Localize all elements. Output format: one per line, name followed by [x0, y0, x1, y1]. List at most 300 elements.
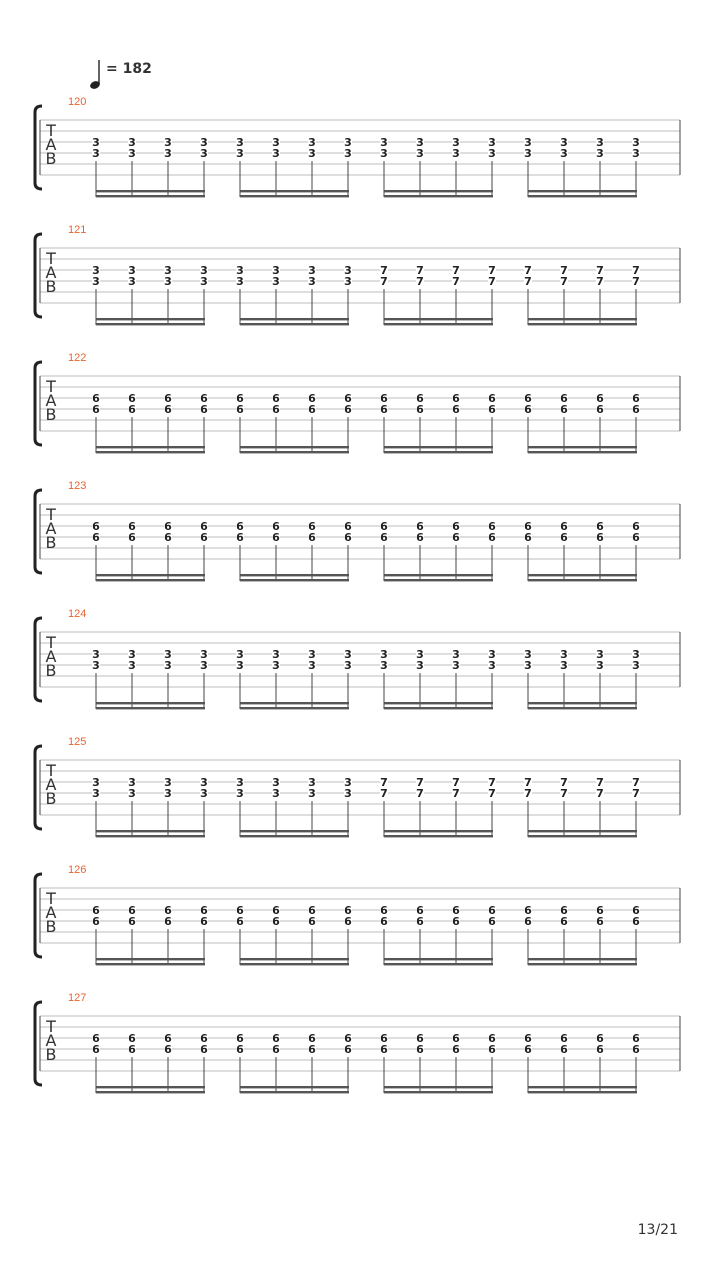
tab-system [0, 608, 720, 736]
fret-number: 6 [128, 403, 136, 416]
fret-number: 3 [380, 659, 388, 672]
system-bracket [35, 234, 42, 317]
beam [96, 574, 205, 576]
fret-number: 3 [92, 264, 100, 277]
fret-number: 7 [380, 275, 388, 288]
beam [96, 835, 205, 837]
fret-number: 7 [524, 264, 532, 277]
fret-number: 3 [308, 659, 316, 672]
tab-clef-letter: B [45, 661, 57, 680]
beam [384, 702, 493, 704]
fret-number: 6 [164, 1032, 172, 1045]
fret-number: 7 [560, 264, 568, 277]
fret-number: 6 [128, 915, 136, 928]
fret-number: 3 [236, 776, 244, 789]
beam [528, 195, 637, 197]
fret-number: 6 [380, 1032, 388, 1045]
fret-number: 7 [416, 275, 424, 288]
beam [96, 195, 205, 197]
beam [240, 830, 349, 832]
measure-number: 124 [68, 608, 87, 620]
beam [384, 318, 493, 320]
fret-number: 7 [596, 275, 604, 288]
fret-number: 6 [524, 403, 532, 416]
fret-number: 3 [128, 147, 136, 160]
fret-number: 3 [632, 648, 640, 661]
fret-number: 7 [488, 264, 496, 277]
beam [528, 318, 637, 320]
fret-number: 3 [560, 147, 568, 160]
fret-number: 6 [236, 915, 244, 928]
beam [384, 574, 493, 576]
fret-number: 6 [236, 403, 244, 416]
fret-number: 3 [416, 648, 424, 661]
fret-number: 6 [452, 1032, 460, 1045]
fret-number: 6 [164, 904, 172, 917]
beam [96, 1091, 205, 1093]
beam [240, 323, 349, 325]
fret-number: 3 [560, 136, 568, 149]
fret-number: 6 [200, 392, 208, 405]
beam [528, 958, 637, 960]
fret-number: 6 [272, 531, 280, 544]
tab-clef-letter: B [45, 917, 57, 936]
fret-number: 6 [92, 531, 100, 544]
fret-number: 3 [632, 659, 640, 672]
fret-number: 6 [344, 520, 352, 533]
tab-clef-letter: B [45, 1045, 57, 1064]
tab-clef-letter: T [46, 889, 56, 908]
tab-clef-letter: A [45, 647, 57, 666]
fret-number: 3 [200, 136, 208, 149]
tab-clef-letter: A [45, 903, 57, 922]
fret-number: 3 [92, 275, 100, 288]
fret-number: 6 [308, 403, 316, 416]
fret-number: 3 [416, 136, 424, 149]
fret-number: 6 [488, 1043, 496, 1056]
beam [384, 707, 493, 709]
fret-number: 7 [452, 776, 460, 789]
fret-number: 3 [380, 136, 388, 149]
fret-number: 3 [164, 147, 172, 160]
fret-number: 6 [272, 520, 280, 533]
beam [240, 318, 349, 320]
fret-number: 3 [308, 147, 316, 160]
fret-number: 3 [128, 648, 136, 661]
fret-number: 7 [452, 264, 460, 277]
fret-number: 3 [128, 275, 136, 288]
fret-number: 6 [200, 1032, 208, 1045]
fret-number: 3 [524, 659, 532, 672]
fret-number: 6 [488, 1032, 496, 1045]
beam [384, 958, 493, 960]
fret-number: 3 [200, 147, 208, 160]
fret-number: 7 [560, 776, 568, 789]
beam [528, 574, 637, 576]
fret-number: 6 [236, 392, 244, 405]
fret-number: 3 [344, 787, 352, 800]
fret-number: 6 [164, 520, 172, 533]
fret-number: 3 [236, 659, 244, 672]
fret-number: 6 [380, 915, 388, 928]
beam [528, 835, 637, 837]
fret-number: 6 [596, 531, 604, 544]
fret-number: 7 [416, 787, 424, 800]
fret-number: 6 [128, 904, 136, 917]
beam [240, 963, 349, 965]
fret-number: 6 [632, 1043, 640, 1056]
fret-number: 7 [524, 787, 532, 800]
fret-number: 6 [128, 520, 136, 533]
fret-number: 6 [596, 1032, 604, 1045]
beam [96, 579, 205, 581]
fret-number: 6 [632, 403, 640, 416]
beam [384, 446, 493, 448]
fret-number: 6 [92, 520, 100, 533]
fret-number: 6 [128, 531, 136, 544]
fret-number: 3 [488, 147, 496, 160]
measure-number: 127 [68, 992, 87, 1004]
fret-number: 6 [200, 904, 208, 917]
fret-number: 3 [164, 264, 172, 277]
fret-number: 6 [380, 531, 388, 544]
fret-number: 6 [488, 403, 496, 416]
tab-clef-letter: T [46, 1017, 56, 1036]
tab-clef-letter: T [46, 761, 56, 780]
tab-clef-letter: T [46, 505, 56, 524]
fret-number: 3 [92, 147, 100, 160]
fret-number: 6 [344, 904, 352, 917]
tab-clef-letter: A [45, 775, 57, 794]
tab-staff [0, 992, 720, 1120]
fret-number: 3 [200, 787, 208, 800]
fret-number: 7 [488, 787, 496, 800]
fret-number: 3 [632, 147, 640, 160]
fret-number: 6 [200, 915, 208, 928]
fret-number: 7 [452, 787, 460, 800]
tab-system [0, 992, 720, 1120]
fret-number: 6 [308, 1032, 316, 1045]
tab-staff [0, 96, 720, 224]
system-bracket [35, 490, 42, 573]
fret-number: 3 [524, 147, 532, 160]
fret-number: 6 [236, 531, 244, 544]
beam [96, 702, 205, 704]
system-bracket [35, 106, 42, 189]
fret-number: 3 [236, 264, 244, 277]
beam [96, 190, 205, 192]
tab-clef-letter: A [45, 519, 57, 538]
fret-number: 6 [524, 392, 532, 405]
fret-number: 6 [200, 403, 208, 416]
fret-number: 6 [452, 392, 460, 405]
fret-number: 3 [308, 648, 316, 661]
fret-number: 6 [236, 1032, 244, 1045]
beam [528, 702, 637, 704]
fret-number: 3 [560, 648, 568, 661]
fret-number: 3 [344, 275, 352, 288]
fret-number: 3 [308, 136, 316, 149]
fret-number: 3 [452, 147, 460, 160]
beam [528, 190, 637, 192]
fret-number: 6 [164, 531, 172, 544]
fret-number: 6 [92, 915, 100, 928]
beam [240, 1086, 349, 1088]
beam [528, 1086, 637, 1088]
fret-number: 6 [344, 392, 352, 405]
fret-number: 3 [344, 648, 352, 661]
fret-number: 6 [416, 904, 424, 917]
tab-system [0, 96, 720, 224]
page-number: 13/21 [637, 1222, 678, 1238]
fret-number: 6 [524, 904, 532, 917]
measure-number: 125 [68, 736, 87, 748]
fret-number: 3 [452, 648, 460, 661]
beam [96, 323, 205, 325]
fret-number: 6 [416, 520, 424, 533]
fret-number: 3 [200, 264, 208, 277]
tab-clef-letter: B [45, 533, 57, 552]
tab-staff [0, 864, 720, 992]
system-bracket [35, 874, 42, 957]
tab-staff [0, 608, 720, 736]
tab-staff [0, 480, 720, 608]
fret-number: 6 [596, 392, 604, 405]
fret-number: 6 [92, 392, 100, 405]
fret-number: 7 [560, 787, 568, 800]
fret-number: 6 [452, 915, 460, 928]
system-bracket [35, 618, 42, 701]
beam [240, 835, 349, 837]
beam [240, 195, 349, 197]
fret-number: 3 [344, 659, 352, 672]
fret-number: 3 [308, 776, 316, 789]
beam [240, 451, 349, 453]
fret-number: 3 [272, 275, 280, 288]
fret-number: 7 [596, 787, 604, 800]
beam [240, 446, 349, 448]
beam [528, 323, 637, 325]
fret-number: 3 [596, 648, 604, 661]
fret-number: 3 [380, 648, 388, 661]
beam [528, 707, 637, 709]
fret-number: 6 [416, 392, 424, 405]
fret-number: 6 [416, 1032, 424, 1045]
fret-number: 6 [92, 1032, 100, 1045]
fret-number: 7 [560, 275, 568, 288]
fret-number: 6 [308, 1043, 316, 1056]
beam [528, 579, 637, 581]
fret-number: 3 [380, 147, 388, 160]
beam [384, 579, 493, 581]
fret-number: 6 [416, 915, 424, 928]
tab-clef-letter: B [45, 149, 57, 168]
fret-number: 6 [128, 1032, 136, 1045]
tab-clef-letter: A [45, 263, 57, 282]
fret-number: 3 [200, 659, 208, 672]
fret-number: 3 [128, 659, 136, 672]
fret-number: 6 [524, 915, 532, 928]
fret-number: 6 [560, 904, 568, 917]
fret-number: 6 [452, 1043, 460, 1056]
fret-number: 6 [344, 403, 352, 416]
tab-system [0, 480, 720, 608]
fret-number: 3 [344, 264, 352, 277]
tab-clef-letter: B [45, 405, 57, 424]
fret-number: 3 [164, 648, 172, 661]
fret-number: 6 [308, 915, 316, 928]
fret-number: 3 [200, 648, 208, 661]
fret-number: 3 [308, 264, 316, 277]
system-bracket [35, 746, 42, 829]
beam [384, 323, 493, 325]
fret-number: 3 [272, 264, 280, 277]
fret-number: 6 [164, 392, 172, 405]
tab-clef-letter: B [45, 789, 57, 808]
fret-number: 6 [308, 531, 316, 544]
fret-number: 3 [272, 659, 280, 672]
fret-number: 6 [452, 520, 460, 533]
fret-number: 6 [164, 915, 172, 928]
fret-number: 6 [308, 904, 316, 917]
beam [96, 963, 205, 965]
beam [240, 190, 349, 192]
tab-system [0, 864, 720, 992]
tab-clef-letter: T [46, 633, 56, 652]
fret-number: 3 [164, 776, 172, 789]
fret-number: 3 [272, 136, 280, 149]
fret-number: 6 [272, 915, 280, 928]
fret-number: 3 [596, 659, 604, 672]
fret-number: 3 [92, 648, 100, 661]
beam [240, 958, 349, 960]
fret-number: 3 [596, 147, 604, 160]
fret-number: 7 [416, 264, 424, 277]
fret-number: 7 [596, 264, 604, 277]
fret-number: 3 [92, 659, 100, 672]
fret-number: 6 [488, 531, 496, 544]
beam [384, 451, 493, 453]
beam [528, 830, 637, 832]
fret-number: 6 [344, 915, 352, 928]
fret-number: 6 [380, 520, 388, 533]
fret-number: 6 [596, 403, 604, 416]
fret-number: 3 [164, 136, 172, 149]
fret-number: 3 [236, 275, 244, 288]
fret-number: 6 [344, 531, 352, 544]
fret-number: 3 [524, 136, 532, 149]
fret-number: 3 [272, 776, 280, 789]
fret-number: 3 [272, 147, 280, 160]
measure-number: 121 [68, 224, 87, 236]
fret-number: 6 [560, 915, 568, 928]
fret-number: 3 [488, 648, 496, 661]
fret-number: 3 [92, 787, 100, 800]
tempo-marking: = 182 [106, 61, 152, 77]
fret-number: 3 [488, 659, 496, 672]
fret-number: 6 [200, 520, 208, 533]
fret-number: 6 [308, 520, 316, 533]
fret-number: 6 [380, 403, 388, 416]
fret-number: 7 [452, 275, 460, 288]
quarter-note-icon [88, 58, 104, 90]
fret-number: 6 [236, 520, 244, 533]
fret-number: 3 [236, 648, 244, 661]
measure-number: 123 [68, 480, 87, 492]
beam [240, 707, 349, 709]
fret-number: 6 [92, 904, 100, 917]
fret-number: 6 [596, 520, 604, 533]
fret-number: 3 [92, 136, 100, 149]
fret-number: 6 [452, 904, 460, 917]
fret-number: 6 [344, 1032, 352, 1045]
fret-number: 3 [128, 776, 136, 789]
fret-number: 6 [272, 403, 280, 416]
fret-number: 6 [164, 1043, 172, 1056]
beam [384, 195, 493, 197]
beam [96, 830, 205, 832]
fret-number: 7 [380, 776, 388, 789]
tab-system [0, 224, 720, 352]
fret-number: 3 [344, 136, 352, 149]
fret-number: 6 [200, 531, 208, 544]
fret-number: 6 [128, 392, 136, 405]
fret-number: 3 [164, 659, 172, 672]
fret-number: 3 [344, 147, 352, 160]
fret-number: 6 [380, 904, 388, 917]
beam [384, 830, 493, 832]
fret-number: 3 [308, 275, 316, 288]
fret-number: 3 [128, 136, 136, 149]
fret-number: 6 [128, 1043, 136, 1056]
fret-number: 6 [560, 1043, 568, 1056]
fret-number: 7 [380, 787, 388, 800]
fret-number: 6 [272, 1043, 280, 1056]
fret-number: 7 [488, 776, 496, 789]
fret-number: 3 [128, 264, 136, 277]
measure-number: 122 [68, 352, 87, 364]
fret-number: 6 [164, 403, 172, 416]
fret-number: 3 [200, 776, 208, 789]
fret-number: 3 [272, 787, 280, 800]
fret-number: 7 [416, 776, 424, 789]
fret-number: 6 [524, 531, 532, 544]
fret-number: 6 [596, 904, 604, 917]
fret-number: 6 [632, 392, 640, 405]
fret-number: 7 [488, 275, 496, 288]
fret-number: 3 [416, 659, 424, 672]
tab-clef-letter: A [45, 1031, 57, 1050]
fret-number: 6 [380, 392, 388, 405]
tab-clef-letter: A [45, 391, 57, 410]
fret-number: 6 [416, 531, 424, 544]
fret-number: 6 [560, 1032, 568, 1045]
tab-staff [0, 224, 720, 352]
fret-number: 6 [272, 392, 280, 405]
beam [96, 1086, 205, 1088]
fret-number: 3 [128, 787, 136, 800]
fret-number: 6 [596, 915, 604, 928]
fret-number: 7 [524, 776, 532, 789]
measure-number: 126 [68, 864, 87, 876]
fret-number: 6 [200, 1043, 208, 1056]
beam [384, 1086, 493, 1088]
fret-number: 6 [452, 403, 460, 416]
fret-number: 6 [524, 1032, 532, 1045]
beam [384, 190, 493, 192]
fret-number: 7 [632, 787, 640, 800]
fret-number: 6 [632, 520, 640, 533]
